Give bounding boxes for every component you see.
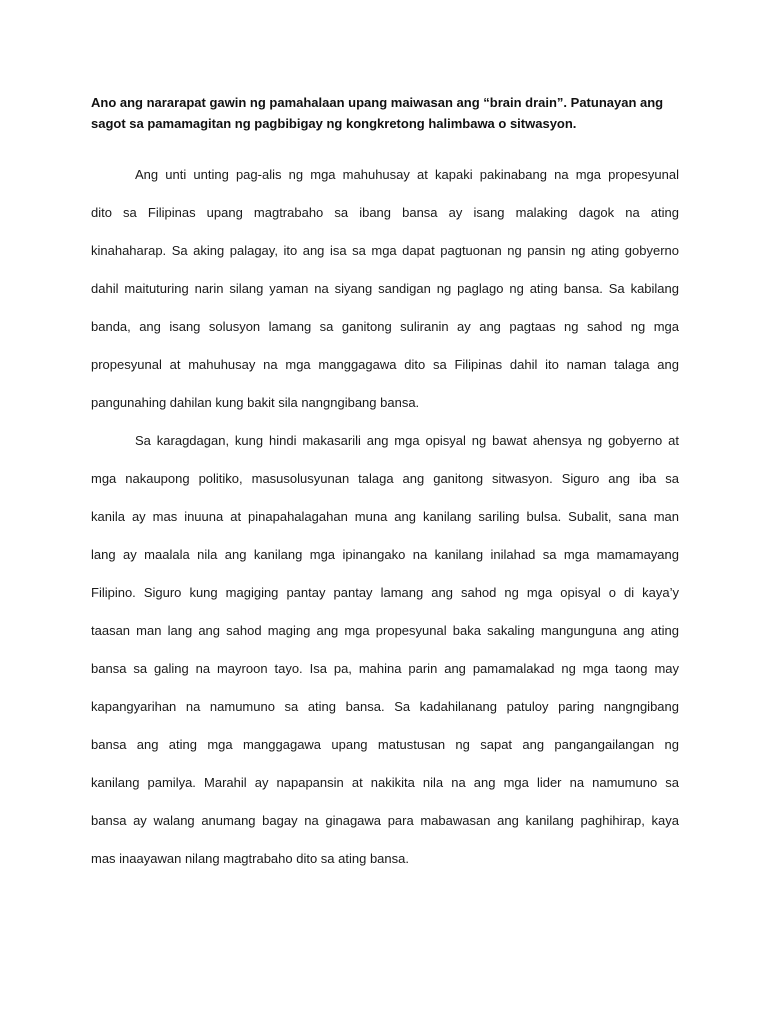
text-line: dito sa Filipinas upang magtrabaho sa ibang bansa ay isang malaking dagok na ating [91,205,679,220]
text-line: Filipino. Siguro kung magiging pantay pantay lamang ang sahod ng mga opisyal o di kaya’y [91,585,679,600]
text-line: mas inaayawan nilang magtrabaho dito sa ating bansa. [91,851,409,866]
text-line: kapangyarihan na namumuno sa ating bansa. Sa kadahilanang patuloy paring nangngibang [91,699,679,714]
question-heading: Ano ang nararapat gawin ng pamahalaan upang maiwasan ang “brain drain”. Patunayan ang sagot sa pamamagitan ng pagbibigay ng kongkretong halimbawa o sitwasyon. [91,95,664,131]
text-line: pangunahing dahilan kung bakit sila nangngibang bansa. [91,395,420,410]
text-line: banda, ang isang solusyon lamang sa ganitong suliranin ay ang pagtaas ng sahod ng mga [91,319,679,334]
text-line: dahil maituturing narin silang yaman na siyang sandigan ng paglago ng ating bansa. Sa kabilang [91,281,679,296]
paragraph-1 [91,156,679,422]
text-line: kinahaharap. Sa aking palagay, ito ang isa sa mga dapat pagtuonan ng pansin ng ating gobyerno [91,243,679,258]
text-line: Sa karagdagan, kung hindi makasarili ang mga opisyal ng bawat ahensya ng gobyerno at [135,433,679,448]
text-line: kanilang pamilya. Marahil ay napapansin at nakikita nila na ang mga lider na namumuno sa [91,775,679,790]
text-line: bansa sa galing na mayroon tayo. Isa pa, mahina parin ang pamamalakad ng mga taong may [91,661,679,676]
text-line: Ang unti unting pag-alis ng mga mahuhusay at kapaki pakinabang na mga propesyunal [135,167,679,182]
essay-body [91,156,679,878]
text-line: bansa ang ating mga manggagawa upang matustusan ng sapat ang pangangailangan ng [91,737,679,752]
text-line: lang ay maalala nila ang kanilang mga ipinangako na kanilang inilahad sa mga mamamayang [91,547,679,562]
text-line: propesyunal at mahuhusay na mga manggagawa dito sa Filipinas dahil ito naman talaga ang [91,357,679,372]
text-line: mga nakaupong politiko, masusolusyunan talaga ang ganitong sitwasyon. Siguro ang iba sa [91,471,679,486]
paragraph-2 [91,422,679,878]
text-line: bansa ay walang anumang bagay na ginagawa para mabawasan ang kanilang paghihirap, kaya [91,813,679,828]
text-line: taasan man lang ang sahod maging ang mga propesyunal baka sakaling mangunguna ang ating [91,623,679,638]
text-line: kanila ay mas inuuna at pinapahalagahan muna ang kanilang sariling bulsa. Subalit, sana man [91,509,679,524]
